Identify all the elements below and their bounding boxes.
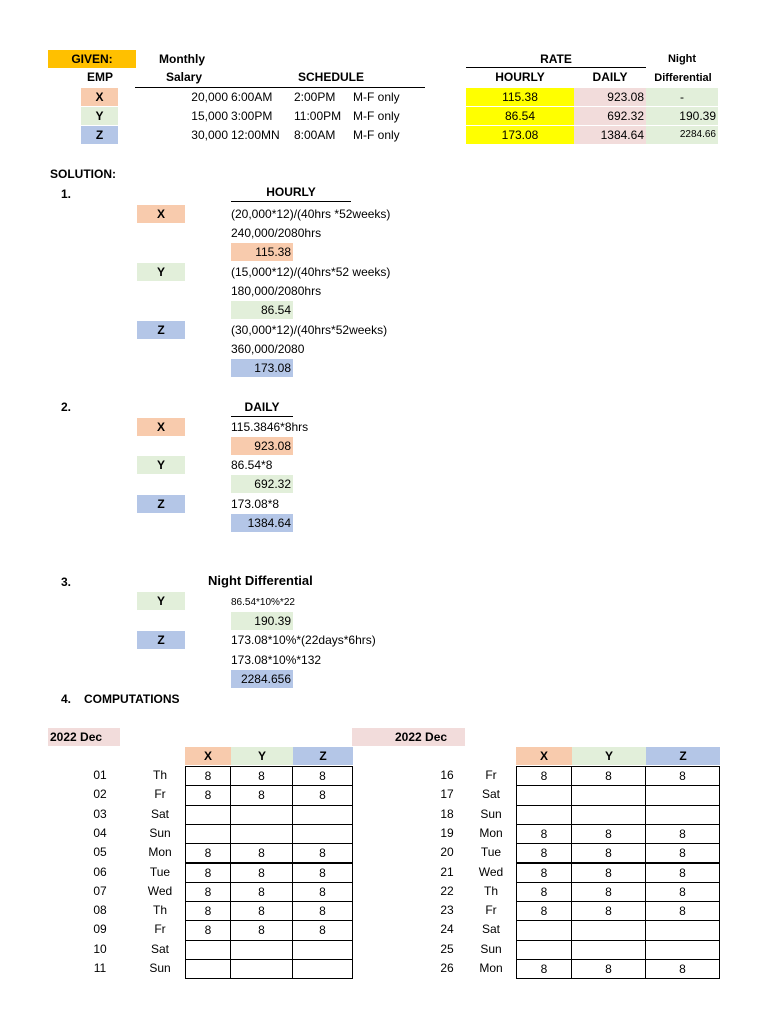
- salary-cell: 30,000: [191, 128, 228, 142]
- salary-cell: 20,000: [191, 90, 228, 104]
- hours-x-cell: 8: [185, 766, 231, 786]
- emp-z-label: Z: [137, 321, 185, 339]
- hours-y-cell: 8: [230, 863, 293, 883]
- weekday: Mon: [479, 961, 503, 975]
- hourly-cell: 86.54: [466, 107, 574, 125]
- hours-x-cell: 8: [185, 863, 231, 883]
- weekday: Fr: [154, 922, 166, 937]
- hours-y-cell: [230, 805, 293, 825]
- weekday: Th: [152, 768, 167, 782]
- col-x-header: X: [185, 747, 231, 765]
- day-number: 21: [440, 864, 454, 879]
- monthly-label: Monthly: [159, 52, 205, 66]
- day-number: 06: [93, 864, 107, 879]
- step-2-num: 2.: [61, 400, 72, 414]
- step-1-num: 1.: [61, 187, 72, 201]
- formula-line: 86.54*10%*22: [231, 597, 295, 608]
- hours-y-cell: 8: [230, 901, 293, 921]
- days-cell: M-F only: [353, 90, 400, 104]
- solution-label: SOLUTION:: [50, 167, 116, 181]
- hours-z-cell: 8: [292, 863, 353, 883]
- hours-y-cell: 8: [571, 882, 646, 902]
- hours-z-cell: 8: [292, 785, 353, 805]
- hours-x-cell: [185, 940, 231, 960]
- day-number: 25: [440, 941, 454, 956]
- hours-y-cell: 8: [571, 824, 646, 844]
- day-number: 08: [93, 903, 107, 918]
- days-cell: M-F only: [353, 128, 400, 142]
- result-cell: 86.54: [231, 301, 293, 319]
- computations-header: COMPUTATIONS: [84, 692, 180, 706]
- formula-line: 115.3846*8hrs: [231, 420, 309, 434]
- weekday: Tue: [480, 845, 502, 860]
- weekday: Wed: [147, 883, 173, 898]
- weekday: Sun: [480, 806, 502, 821]
- rate-label: RATE: [540, 52, 572, 66]
- formula-line: 180,000/2080hrs: [231, 284, 322, 298]
- day-number: 10: [93, 941, 107, 956]
- emp-cell: Z: [81, 126, 118, 144]
- emp-y-label: Y: [137, 456, 185, 474]
- weekday: Mon: [479, 825, 503, 840]
- hours-z-cell: [292, 940, 353, 960]
- day-number: 11: [93, 961, 107, 975]
- weekday: Fr: [485, 768, 497, 782]
- hours-z-cell: [292, 959, 353, 979]
- hours-y-cell: 8: [571, 766, 646, 786]
- hours-z-cell: 8: [292, 766, 353, 786]
- salary-label: Salary: [166, 70, 203, 84]
- hours-z-cell: 8: [292, 843, 353, 863]
- col-z-header: Z: [293, 747, 353, 765]
- hours-z-cell: 8: [292, 901, 353, 921]
- day-number: 02: [93, 787, 107, 802]
- hours-x-cell: [185, 959, 231, 979]
- day-number: 24: [440, 922, 454, 937]
- hours-y-cell: [571, 805, 646, 825]
- hours-x-cell: [516, 940, 572, 960]
- hours-y-cell: 8: [571, 901, 646, 921]
- hourly-label: HOURLY: [466, 67, 574, 86]
- hours-z-cell: 8: [645, 843, 720, 863]
- daily-header: DAILY: [231, 398, 293, 417]
- weekday: Sun: [149, 961, 171, 975]
- hours-x-cell: [516, 920, 572, 940]
- schedule-label: SCHEDULE: [298, 70, 365, 84]
- hours-y-cell: 8: [230, 766, 293, 786]
- daily-label: DAILY: [574, 67, 646, 86]
- night-cell: 2284.66: [646, 126, 718, 144]
- hours-y-cell: [571, 940, 646, 960]
- result-cell: 115.38: [231, 243, 293, 261]
- result-cell: 923.08: [231, 437, 293, 455]
- weekday: Th: [152, 903, 167, 918]
- col-z-header: Z: [646, 747, 720, 765]
- result-cell: 2284.656: [231, 670, 293, 688]
- hours-x-cell: 8: [516, 901, 572, 921]
- hours-x-cell: 8: [185, 843, 231, 863]
- night-label: Night: [667, 53, 697, 65]
- hours-z-cell: [645, 785, 720, 805]
- day-number: 19: [440, 825, 454, 840]
- hours-y-cell: [230, 824, 293, 844]
- emp-z-label: Z: [137, 495, 185, 513]
- hours-z-cell: 8: [292, 920, 353, 940]
- weekday: Sun: [149, 825, 171, 840]
- weekday: Fr: [154, 787, 166, 802]
- end-cell: 8:00AM: [294, 128, 336, 142]
- hours-z-cell: 8: [645, 824, 720, 844]
- formula-line: 173.08*10%*(22days*6hrs): [231, 633, 376, 647]
- day-number: 03: [93, 806, 107, 821]
- hours-y-cell: [230, 959, 293, 979]
- weekday: Mon: [148, 845, 172, 860]
- day-number: 18: [440, 806, 454, 821]
- emp-x-label: X: [137, 418, 185, 436]
- hours-z-cell: 8: [645, 901, 720, 921]
- start-cell: 6:00AM: [231, 90, 273, 104]
- night-diff-header: Night Differential: [208, 573, 313, 588]
- daily-cell: 692.32: [574, 107, 646, 125]
- day-number: 09: [93, 922, 107, 937]
- hours-x-cell: [516, 785, 572, 805]
- start-cell: 3:00PM: [231, 109, 273, 123]
- day-number: 16: [440, 768, 454, 782]
- hours-y-cell: 8: [571, 959, 646, 979]
- result-cell: 173.08: [231, 359, 293, 377]
- differential-label: Differential: [654, 72, 712, 84]
- calendar-left-title: 2022 Dec: [48, 728, 120, 746]
- emp-label: EMP: [86, 70, 113, 84]
- col-x-header: X: [516, 747, 572, 765]
- col-y-header: Y: [231, 747, 293, 765]
- hours-x-cell: 8: [516, 882, 572, 902]
- weekday: Sat: [481, 922, 500, 937]
- start-cell: 12:00MN: [231, 128, 280, 142]
- day-number: 26: [440, 961, 454, 975]
- hours-y-cell: 8: [230, 785, 293, 805]
- emp-y-label: Y: [137, 263, 185, 281]
- result-cell: 190.39: [231, 612, 293, 630]
- daily-cell: 1384.64: [574, 126, 646, 144]
- hours-z-cell: [645, 805, 720, 825]
- formula-line: 360,000/2080: [231, 342, 305, 356]
- hours-y-cell: 8: [230, 882, 293, 902]
- hours-x-cell: 8: [185, 785, 231, 805]
- hours-x-cell: 8: [516, 766, 572, 786]
- hours-z-cell: 8: [645, 959, 720, 979]
- weekday: Sat: [481, 787, 500, 802]
- hours-x-cell: 8: [516, 824, 572, 844]
- formula-line: (20,000*12)/(40hrs *52weeks): [231, 207, 391, 221]
- emp-cell: Y: [81, 107, 118, 125]
- hours-y-cell: [230, 940, 293, 960]
- hours-z-cell: [292, 824, 353, 844]
- result-cell: 1384.64: [231, 514, 293, 532]
- given-label: GIVEN:: [48, 50, 136, 68]
- result-cell: 692.32: [231, 475, 293, 493]
- formula-line: 86.54*8: [231, 458, 273, 472]
- hours-y-cell: 8: [230, 843, 293, 863]
- hourly-cell: 173.08: [466, 126, 574, 144]
- day-number: 23: [440, 903, 454, 918]
- hours-x-cell: 8: [516, 959, 572, 979]
- hours-y-cell: [571, 785, 646, 805]
- formula-line: 173.08*10%*132: [231, 653, 322, 667]
- hours-z-cell: [645, 920, 720, 940]
- day-number: 01: [93, 768, 107, 782]
- formula-line: 173.08*8: [231, 497, 280, 511]
- daily-cell: 923.08: [574, 88, 646, 106]
- hourly-header: HOURLY: [231, 183, 351, 202]
- hours-z-cell: 8: [645, 766, 720, 786]
- day-number: 04: [93, 825, 107, 840]
- hours-x-cell: [185, 824, 231, 844]
- weekday: Fr: [485, 903, 497, 918]
- emp-x-label: X: [137, 205, 185, 223]
- hours-x-cell: 8: [185, 920, 231, 940]
- hours-y-cell: 8: [571, 863, 646, 883]
- end-cell: 2:00PM: [294, 90, 336, 104]
- hours-z-cell: [645, 940, 720, 960]
- step-3-num: 3.: [61, 575, 72, 589]
- calendar-right-title: 2022 Dec: [352, 728, 465, 746]
- day-number: 05: [93, 845, 107, 860]
- emp-y-label: Y: [137, 592, 185, 610]
- hours-x-cell: 8: [516, 843, 572, 863]
- hours-x-cell: 8: [185, 882, 231, 902]
- hours-y-cell: 8: [571, 843, 646, 863]
- weekday: Sun: [480, 941, 502, 956]
- formula-line: 240,000/2080hrs: [231, 226, 322, 240]
- day-number: 20: [440, 845, 454, 860]
- day-number: 22: [440, 883, 454, 898]
- hours-y-cell: [571, 920, 646, 940]
- hourly-cell: 115.38: [466, 88, 574, 106]
- step-4-num: 4.: [61, 692, 72, 706]
- weekday: Sat: [150, 941, 169, 956]
- day-number: 07: [93, 883, 107, 898]
- weekday: Sat: [150, 806, 169, 821]
- days-cell: M-F only: [353, 109, 400, 123]
- emp-z-label: Z: [137, 631, 185, 649]
- hours-x-cell: [516, 805, 572, 825]
- weekday: Wed: [478, 864, 504, 879]
- hours-y-cell: 8: [230, 920, 293, 940]
- formula-line: (30,000*12)/(40hrs*52weeks): [231, 323, 388, 337]
- night-cell: -: [646, 88, 718, 106]
- hours-x-cell: 8: [516, 863, 572, 883]
- end-cell: 11:00PM: [294, 109, 342, 123]
- hours-x-cell: [185, 805, 231, 825]
- hours-z-cell: 8: [645, 882, 720, 902]
- emp-cell: X: [81, 88, 118, 106]
- weekday: Th: [483, 883, 498, 898]
- formula-line: (15,000*12)/(40hrs*52 weeks): [231, 265, 391, 279]
- hours-z-cell: 8: [645, 863, 720, 883]
- hours-x-cell: 8: [185, 901, 231, 921]
- hours-z-cell: 8: [292, 882, 353, 902]
- salary-cell: 15,000: [191, 109, 228, 123]
- hours-z-cell: [292, 805, 353, 825]
- weekday: Tue: [149, 864, 171, 879]
- day-number: 17: [440, 787, 454, 802]
- col-y-header: Y: [572, 747, 646, 765]
- night-cell: 190.39: [646, 107, 718, 125]
